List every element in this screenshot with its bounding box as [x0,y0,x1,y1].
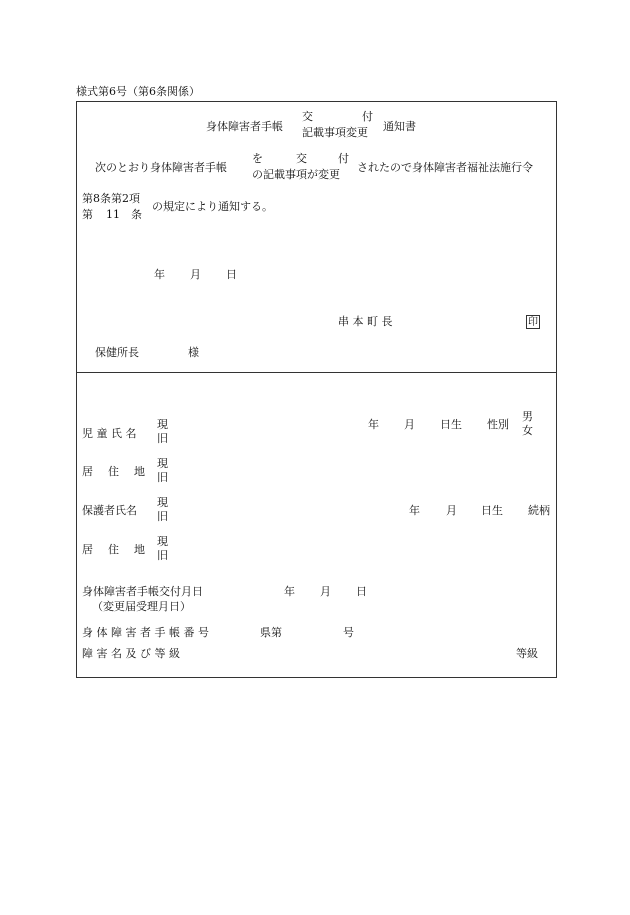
issue-day: 日 [356,585,367,598]
child-birth-year: 年 [368,418,379,431]
disability-label: 障 害 名 及 び 等 級 [82,647,180,660]
handbook-number-label: 身 体 障 害 者 手 帳 番 号 [82,626,209,639]
gender-label: 性別 [487,418,509,431]
residence-current-former [157,457,168,485]
child-birth-day: 日生 [440,418,462,431]
issuer-name: 串 本 町 長 [338,315,393,328]
notice-date-month: 月 [190,268,201,281]
guardian-residence-label-c: 地 [134,543,145,556]
gender-female: 女 [522,424,533,437]
issue-year: 年 [284,585,295,598]
child-birth-month: 月 [404,418,415,431]
issue-date-sub-label: （変更届受理月日） [92,600,191,613]
notice-body-start: 次のとおり身体障害者手帳 [95,161,227,174]
article-bottom-c: 条 [131,208,142,221]
residence-label-b: 住 [108,465,119,478]
former-label: 旧 [157,471,168,484]
current-label: 現 [157,418,168,431]
prefecture-prefix: 県第 [260,626,282,639]
guardian-birth-year: 年 [409,504,420,517]
child-name-current-former [157,418,168,446]
article-bottom-a: 第 [82,208,93,221]
notice-date-day: 日 [226,268,237,281]
issue-month: 月 [320,585,331,598]
notice-title-prefix: 身体障害者手帳 [206,120,283,133]
guardian-birth-month: 月 [446,504,457,517]
form-label: 様式第6号（第6条関係） [76,85,200,98]
notice-date-year: 年 [154,268,165,281]
article-tail: の規定により通知する。 [152,200,273,213]
guardian-residence-label-b: 住 [108,543,119,556]
current-label: 現 [157,496,168,509]
guardian-residence-label-a: 居 [82,543,93,556]
section-divider [76,372,557,373]
article-bottom-b: 11 [106,208,120,221]
guardian-residence-current-former [157,535,168,563]
residence-label-a: 居 [82,465,93,478]
notice-title-top-a: 交 [302,110,313,123]
former-label: 旧 [157,432,168,445]
notice-title-bottom: 記載事項変更 [302,126,368,139]
notice-body-top-c: 付 [338,152,349,165]
number-suffix: 号 [343,626,354,639]
guardian-name-label: 保護者氏名 [82,504,137,517]
former-label: 旧 [157,510,168,523]
current-label: 現 [157,457,168,470]
seal-mark: 印 [528,317,538,328]
notice-title-suffix: 通知書 [383,120,416,133]
notice-body-end: されたので身体障害者福祉法施行令 [357,161,533,174]
gender-male: 男 [522,410,533,423]
article-top: 第8条第2項 [82,192,140,205]
relationship-label: 続柄 [528,504,550,517]
addressee: 保健所長 [95,346,139,359]
addressee-honorific: 様 [188,346,199,359]
grade-suffix: 等級 [516,647,538,660]
gender-options [522,410,533,438]
notice-body-bottom: の記載事項が変更 [252,168,340,181]
child-name-label: 児 童 氏 名 [82,427,137,440]
residence-label-c: 地 [134,465,145,478]
current-label: 現 [157,535,168,548]
guardian-name-current-former [157,496,168,524]
notice-body-top-a: を [252,152,263,165]
issue-date-label: 身体障害者手帳交付月日 [82,585,203,598]
former-label: 旧 [157,549,168,562]
notice-body-top-b: 交 [296,152,307,165]
notice-title-top-b: 付 [362,110,373,123]
guardian-birth-day: 日生 [481,504,503,517]
